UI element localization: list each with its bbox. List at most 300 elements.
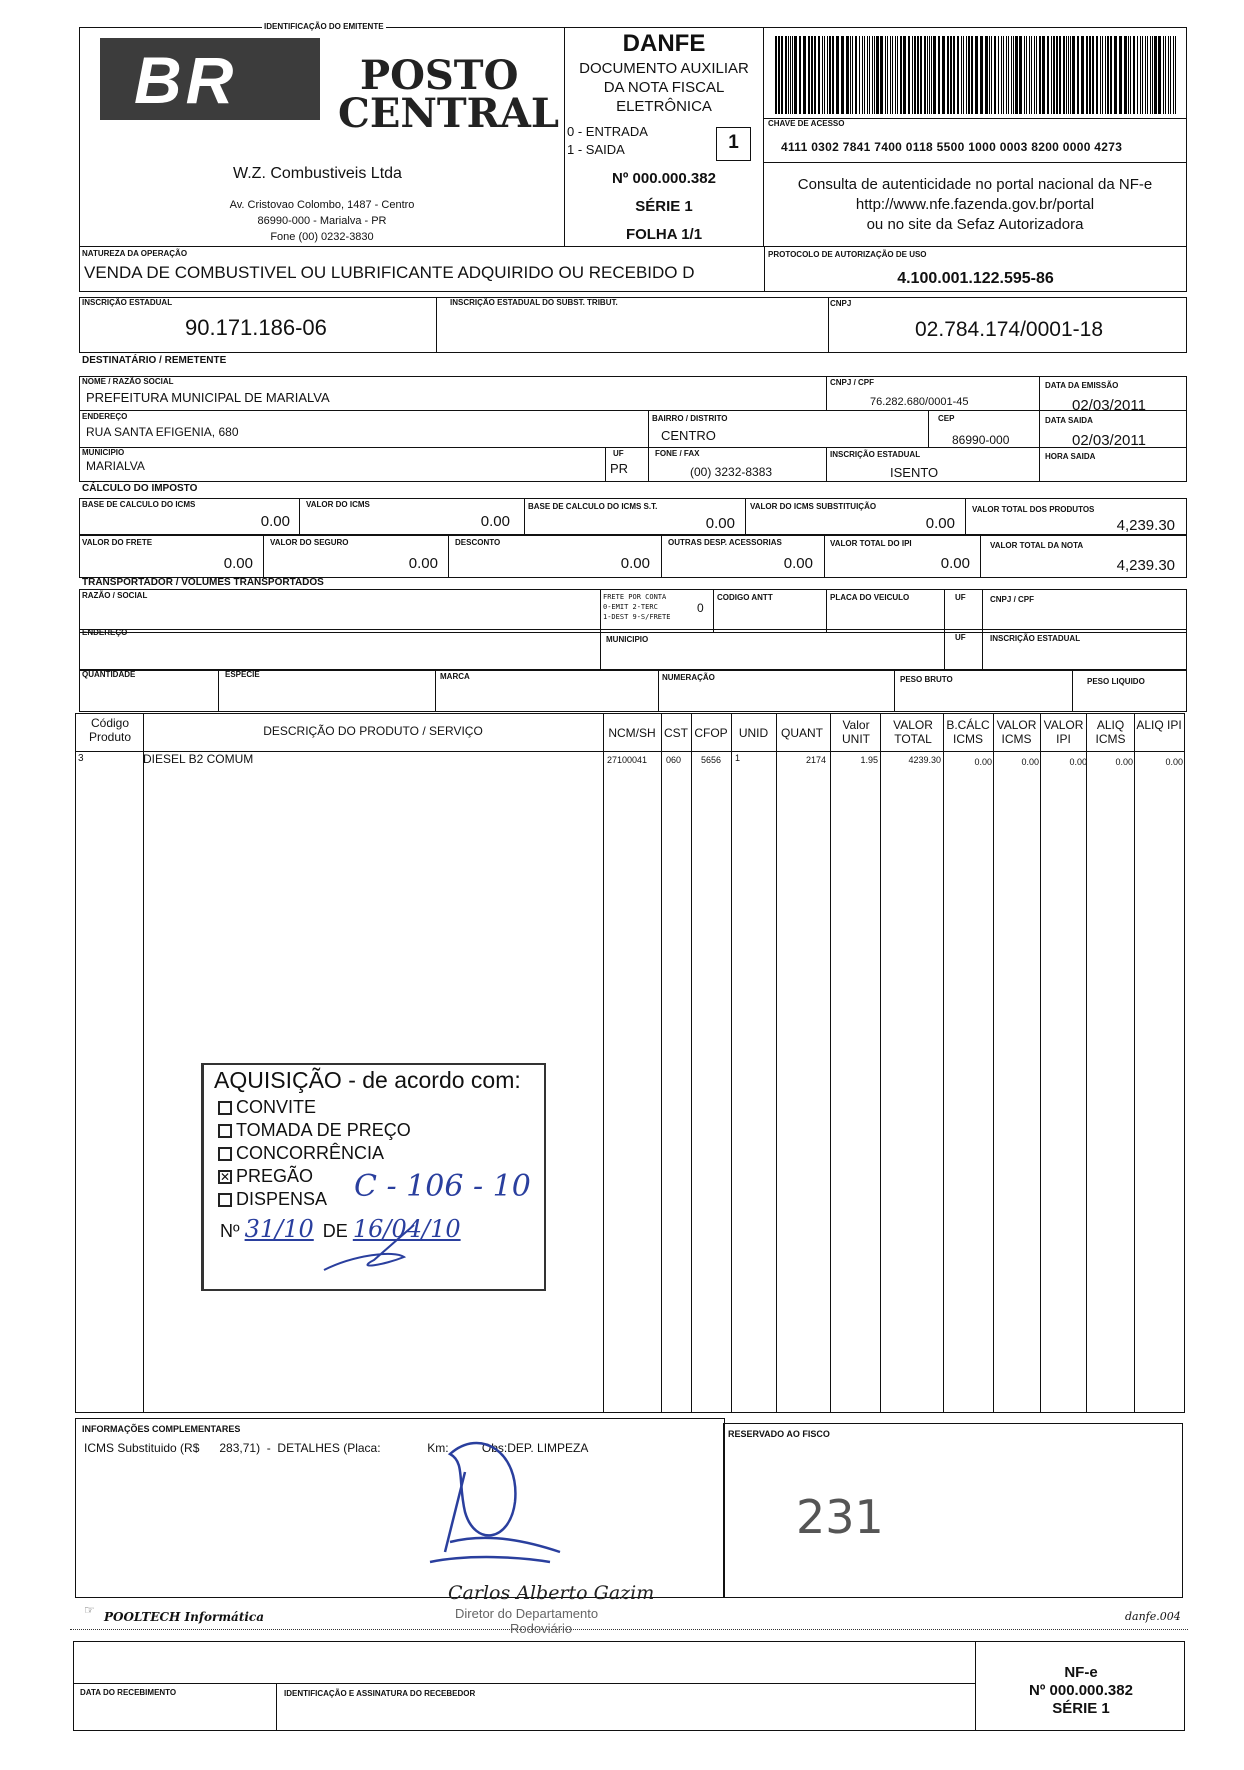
row-aliq-ipi: 0.00 xyxy=(1165,757,1183,767)
table-column-rule xyxy=(943,713,944,1413)
barcode-bar xyxy=(867,36,868,114)
barcode-bar xyxy=(912,36,913,114)
barcode-bar xyxy=(864,36,865,114)
barcode-bar xyxy=(859,36,860,114)
barcode-bar xyxy=(824,36,825,114)
stamp-line2: Rodoviário xyxy=(510,1621,573,1636)
barcode-bar xyxy=(908,36,910,114)
quantidade-label: QUANTIDADE xyxy=(82,670,136,679)
barcode-bar xyxy=(850,36,851,114)
barcode-bar xyxy=(938,36,940,114)
barcode-bar xyxy=(1140,36,1141,114)
canhoto-numero: Nº 000.000.382 xyxy=(1029,1682,1133,1699)
barcode-bar xyxy=(1152,36,1153,114)
barcode-bar xyxy=(994,36,996,114)
barcode-bar xyxy=(1175,36,1176,114)
barcode-bar xyxy=(1053,36,1055,114)
barcode-bar xyxy=(968,36,970,114)
danfe-subtitle3: ELETRÔNICA xyxy=(616,98,712,115)
transp-ie-label: INSCRIÇÃO ESTADUAL xyxy=(990,634,1081,643)
natureza-label: NATUREZA DA OPERAÇÃO xyxy=(82,249,188,258)
total-nota: 4,239.30 xyxy=(1116,557,1175,574)
peso-bruto-label: PESO BRUTO xyxy=(900,675,953,684)
seguro: 0.00 xyxy=(408,555,438,572)
signature-name: Carlos Alberto Gazim xyxy=(448,1582,655,1604)
barcode-bar xyxy=(991,36,992,114)
transp-cnpj-label: CNPJ / CPF xyxy=(990,595,1035,604)
vendor-name: POOLTECH Informática xyxy=(104,1610,265,1624)
info-label: INFORMAÇÕES COMPLEMENTARES xyxy=(82,1424,241,1434)
dest-ie-label: INSCRIÇÃO ESTADUAL xyxy=(830,450,921,459)
barcode-bar xyxy=(1092,36,1094,114)
barcode-bar xyxy=(1029,36,1030,114)
barcode-bar xyxy=(1142,36,1143,114)
dest-nome-label: NOME / RAZÃO SOCIAL xyxy=(82,377,174,386)
valor-icms: 0.00 xyxy=(480,513,510,530)
valor-st-label: VALOR DO ICMS SUBSTITUIÇÃO xyxy=(750,502,877,511)
barcode-bar xyxy=(1173,36,1174,114)
th-valor-icms: VALOR ICMS xyxy=(996,718,1037,746)
canhoto-assinatura-label: IDENTIFICAÇÃO E ASSINATURA DO RECEBEDOR xyxy=(284,1689,476,1698)
barcode-bar xyxy=(855,36,857,114)
dest-municipio-label: MUNICIPIO xyxy=(82,448,125,457)
canhoto-nfe: NF-e xyxy=(1064,1664,1098,1681)
frete-conta-1: FRETE POR CONTA xyxy=(603,593,667,601)
barcode-bar xyxy=(963,36,964,114)
table-column-rule xyxy=(1134,713,1135,1413)
th-cst: CST xyxy=(664,726,688,740)
dest-cep: 86990-000 xyxy=(952,433,1010,447)
canhoto-data-label: DATA DO RECEBIMENTO xyxy=(80,1688,177,1697)
barcode-bar xyxy=(914,36,916,114)
barcode-bar xyxy=(1001,36,1002,114)
barcode-bar xyxy=(788,36,789,114)
dest-endereco: RUA SANTA EFIGENIA, 680 xyxy=(86,425,239,439)
th-ncm: NCM/SH xyxy=(608,726,656,740)
stamp-opt-convite: CONVITE xyxy=(218,1097,316,1118)
barcode-bar xyxy=(903,36,906,114)
barcode-bar xyxy=(1119,36,1122,114)
row-ncm: 27100041 xyxy=(607,755,648,765)
valor-icms-label: VALOR DO ICMS xyxy=(306,500,370,509)
stamp-opt-tomada: TOMADA DE PREÇO xyxy=(218,1120,411,1141)
dest-hora-label: HORA SAIDA xyxy=(1045,452,1096,461)
barcode-bar xyxy=(1011,36,1012,114)
barcode-bar xyxy=(998,36,999,114)
table-column-rule xyxy=(776,713,777,1413)
barcode-bar xyxy=(1024,36,1025,114)
emitente-phone: Fone (00) 0232-3830 xyxy=(270,231,374,243)
barcode-bar xyxy=(818,36,820,114)
row-valor-unit: 1.95 xyxy=(860,755,878,765)
barcode-bar xyxy=(1072,36,1075,114)
barcode-bar xyxy=(1170,36,1171,114)
table-column-rule xyxy=(731,713,732,1413)
consulta-line1: Consulta de autenticidade no portal nacional da NF-e xyxy=(797,176,1153,193)
barcode-bar xyxy=(1077,36,1079,114)
barcode-bar xyxy=(880,36,883,114)
barcode-bar xyxy=(1059,36,1061,114)
barcode-bar xyxy=(1154,36,1157,114)
table-column-rule xyxy=(830,713,831,1413)
marca-label: MARCA xyxy=(440,672,470,681)
th-bcalc-icms: B.CÁLC ICMS xyxy=(946,718,990,746)
dest-uf: PR xyxy=(610,461,629,476)
protocolo-value: 4.100.001.122.595-86 xyxy=(897,270,1054,287)
ie-st-label: INSCRIÇÃO ESTADUAL DO SUBST. TRIBUT. xyxy=(450,298,618,307)
dest-cep-label: CEP xyxy=(938,414,955,423)
barcode-bar xyxy=(1042,36,1045,114)
fisco-label: RESERVADO AO FISCO xyxy=(728,1429,830,1439)
barcode-bar xyxy=(1068,36,1069,114)
danfe-title: DANFE xyxy=(622,30,706,57)
total-nota-label: VALOR TOTAL DA NOTA xyxy=(990,541,1084,550)
consulta-line3: ou no site da Sefaz Autorizadora xyxy=(866,216,1084,233)
ie-value: 90.171.186-06 xyxy=(185,315,327,340)
row-codigo: 3 xyxy=(78,753,84,764)
cnpj-value: 02.784.174/0001-18 xyxy=(915,318,1104,341)
row-bcalc-icms: 0.00 xyxy=(974,757,992,767)
vendor-icon: ☞ xyxy=(84,1603,95,1617)
barcode-bar xyxy=(832,36,834,114)
frete-conta-3: 1-DEST 9-S/FRETE xyxy=(603,613,671,621)
especie-label: ESPECIE xyxy=(225,670,260,679)
destinatario-section: DESTINATÁRIO / REMETENTE xyxy=(82,355,227,366)
stamp-opt-pregao: ✕ PREGÃO xyxy=(220,1166,314,1186)
barcode-bar xyxy=(778,36,780,114)
br-logo-mark: BR xyxy=(134,43,238,117)
chave-value: 4111 0302 7841 7400 0118 5500 1000 0003 8200 0000 4273 xyxy=(781,140,1123,154)
th-unid: UNID xyxy=(738,726,769,740)
stamp-line1: Diretor do Departamento xyxy=(455,1606,599,1621)
table-column-rule xyxy=(143,713,144,1413)
outras-label: OUTRAS DESP. ACESSORIAS xyxy=(668,538,782,547)
frete-conta-2: 0-EMIT 2-TERC xyxy=(603,603,658,611)
checkbox-tomada xyxy=(218,1124,232,1138)
barcode-bar xyxy=(811,36,813,114)
barcode-bar xyxy=(961,36,962,114)
barcode-bar xyxy=(971,36,973,114)
table-column-rule xyxy=(661,713,662,1413)
dest-uf-label: UF xyxy=(613,449,624,458)
barcode-bar xyxy=(799,36,801,114)
danfe-tipo: 1 xyxy=(728,132,739,153)
barcode-bar xyxy=(1102,36,1103,114)
barcode-bar xyxy=(862,36,863,114)
barcode-bar xyxy=(933,36,936,114)
th-valor-unit: Valor UNIT xyxy=(842,718,870,746)
seguro-label: VALOR DO SEGURO xyxy=(270,538,349,547)
barcode-bar xyxy=(872,36,873,114)
row-aliq-icms: 0.00 xyxy=(1115,757,1133,767)
barcode-bar xyxy=(1034,36,1035,114)
barcode-bar xyxy=(1006,36,1007,114)
ipi: 0.00 xyxy=(940,555,970,572)
dest-bairro: CENTRO xyxy=(661,428,716,443)
form-code: danfe.004 xyxy=(1125,1610,1181,1623)
th-aliq-icms: ALIQ ICMS xyxy=(1095,718,1126,746)
barcode-bar xyxy=(1158,36,1161,114)
checkbox-pregao-checked: ✕ xyxy=(220,1170,231,1185)
dest-fone: (00) 3232-8383 xyxy=(690,465,773,479)
barcode-bar xyxy=(1039,36,1041,114)
barcode-bar xyxy=(1137,36,1138,114)
canhoto-serie: SÉRIE 1 xyxy=(1052,1700,1110,1717)
dest-municipio: MARIALVA xyxy=(86,459,145,473)
barcode-bar xyxy=(917,36,919,114)
frete: 0.00 xyxy=(223,555,253,572)
dest-endereco-label: ENDEREÇO xyxy=(82,412,128,421)
stamp-date: 16/04/10 xyxy=(352,1215,461,1243)
table-column-rule xyxy=(880,713,881,1413)
dest-bairro-label: BAIRRO / DISTRITO xyxy=(652,414,728,423)
barcode-bar xyxy=(1031,36,1032,114)
barcode-bar xyxy=(895,36,896,114)
barcode-bar xyxy=(1124,36,1127,114)
frete-label: VALOR DO FRETE xyxy=(82,538,153,547)
barcode-bar xyxy=(822,36,823,114)
barcode-bar xyxy=(1081,36,1084,114)
barcode-bar xyxy=(1051,36,1052,114)
table-column-rule xyxy=(691,713,692,1413)
dest-cnpj-label: CNPJ / CPF xyxy=(830,378,875,387)
natureza-value: VENDA DE COMBUSTIVEL OU LUBRIFICANTE ADQUIRIDO OU RECEBIDO D xyxy=(84,263,695,282)
barcode-bar xyxy=(942,36,945,114)
stamp-handwritten-ref: C - 106 - 10 xyxy=(354,1169,531,1204)
barcode-bar xyxy=(897,36,898,114)
barcode-bar xyxy=(1070,36,1071,114)
barcode-bar xyxy=(887,36,888,114)
table-column-rule xyxy=(1086,713,1087,1413)
checkbox-convite xyxy=(218,1101,232,1115)
handwritten-signature xyxy=(410,1432,570,1582)
barcode-bar xyxy=(920,36,922,114)
dest-nome: PREFEITURA MUNICIPAL DE MARIALVA xyxy=(86,390,330,405)
row-unid: 1 xyxy=(735,753,741,763)
barcode-bar xyxy=(814,36,816,114)
protocolo-label: PROTOCOLO DE AUTORIZAÇÃO DE USO xyxy=(768,250,927,259)
antt-label: CODIGO ANTT xyxy=(717,593,773,602)
th-codigo: Código Produto xyxy=(88,716,132,744)
barcode-bar xyxy=(869,36,870,114)
barcode-bar xyxy=(985,36,988,114)
info-line: ICMS Substituido (R$ 283,71) - DETALHES (Placa: Km: Obs:DEP. LIMPEZA xyxy=(84,1441,589,1455)
barcode-bar xyxy=(892,36,893,114)
barcode-bar xyxy=(1114,36,1117,114)
barcode-bar xyxy=(803,36,806,114)
barcode-bar xyxy=(785,36,787,114)
barcode-bar xyxy=(950,36,952,114)
barcode-bar xyxy=(1066,36,1067,114)
barcode-bar xyxy=(852,36,853,114)
barcode-bar xyxy=(1145,36,1146,114)
barcode-bar xyxy=(900,36,902,114)
barcode-bar xyxy=(1047,36,1049,114)
barcode-bar xyxy=(1026,36,1027,114)
total-prod: 4,239.30 xyxy=(1116,517,1175,534)
stamp-number: 31/10 xyxy=(244,1215,314,1243)
chave-label: CHAVE DE ACESSO xyxy=(768,119,845,128)
barcode-bar xyxy=(1013,36,1014,114)
barcode-bar xyxy=(775,36,777,114)
row-cst: 060 xyxy=(666,755,682,765)
table-column-rule xyxy=(993,713,994,1413)
base-icms: 0.00 xyxy=(260,513,290,530)
th-quant: QUANT xyxy=(781,726,823,740)
row-cfop: 5656 xyxy=(701,755,722,765)
base-st-label: BASE DE CALCULO DO ICMS S.T. xyxy=(528,502,658,511)
barcode-bar xyxy=(790,36,791,114)
barcode-bar xyxy=(931,36,932,114)
stamp-opt-concorrencia: CONCORRÊNCIA xyxy=(218,1143,384,1164)
placa-label: PLACA DO VEICULO xyxy=(830,593,910,602)
barcode-bar xyxy=(947,36,949,114)
dest-cnpj: 76.282.680/0001-45 xyxy=(870,396,969,408)
barcode-bar xyxy=(876,36,879,114)
row-valor-total: 4239.30 xyxy=(908,755,941,765)
danfe-entrada: 0 - ENTRADA xyxy=(567,124,648,139)
stamp-number-line: Nº 31/10 DE 16/04/10 xyxy=(220,1215,461,1243)
th-valor-ipi: VALOR IPI xyxy=(1043,718,1084,746)
dest-saida: 02/03/2011 xyxy=(1072,432,1146,449)
row-descricao: DIESEL B2 COMUM xyxy=(143,752,254,766)
stamp-opt-dispensa: DISPENSA xyxy=(218,1189,327,1210)
barcode-bar xyxy=(885,36,886,114)
barcode-bar xyxy=(1168,36,1169,114)
barcode xyxy=(775,36,1177,114)
barcode-bar xyxy=(1147,36,1148,114)
dest-ie: ISENTO xyxy=(890,465,939,480)
barcode-bar xyxy=(1019,36,1022,114)
logo-central: CENTRAL xyxy=(338,90,560,137)
barcode-bar xyxy=(1130,36,1131,114)
table-column-rule xyxy=(1040,713,1041,1413)
barcode-bar xyxy=(1107,36,1109,114)
danfe-numero: Nº 000.000.382 xyxy=(612,170,716,187)
danfe-folha: FOLHA 1/1 xyxy=(625,226,703,243)
barcode-bar xyxy=(808,36,810,114)
dest-fone-label: FONE / FAX xyxy=(655,449,700,458)
transp-uf2-label: UF xyxy=(955,633,966,642)
barcode-bar xyxy=(874,36,875,114)
barcode-bar xyxy=(841,36,844,114)
desconto-label: DESCONTO xyxy=(455,538,501,547)
barcode-bar xyxy=(1128,36,1129,114)
razao-label: RAZÃO / SOCIAL xyxy=(82,591,148,600)
barcode-bar xyxy=(1096,36,1098,114)
barcode-bar xyxy=(957,36,959,114)
ie-label: INSCRIÇÃO ESTADUAL xyxy=(82,298,173,307)
danfe-subtitle1: DOCUMENTO AUXILIAR xyxy=(579,60,749,77)
barcode-bar xyxy=(1063,36,1065,114)
peso-liquido-label: PESO LIQUIDO xyxy=(1087,677,1145,686)
emitente-address1: Av. Cristovao Colombo, 1487 - Centro xyxy=(229,199,415,211)
stamp-title: AQUISIÇÃO - de acordo com: xyxy=(214,1067,521,1093)
stamp-scribble xyxy=(314,1215,434,1285)
barcode-bar xyxy=(1105,36,1106,114)
numeracao-label: NUMERAÇÃO xyxy=(662,673,715,682)
th-cfop: CFOP xyxy=(694,726,728,740)
emitente-label: IDENTIFICAÇÃO DO EMITENTE xyxy=(264,22,384,31)
checkbox-concorrencia xyxy=(218,1147,232,1161)
valor-st: 0.00 xyxy=(925,515,955,532)
emitente-name: W.Z. Combustiveis Ltda xyxy=(233,165,402,182)
checkbox-dispensa xyxy=(218,1193,232,1207)
danfe-subtitle2: DA NOTA FISCAL xyxy=(603,79,725,96)
transp-endereco-label: ENDEREÇO xyxy=(82,628,128,637)
th-valor-total: VALOR TOTAL xyxy=(893,718,933,746)
barcode-bar xyxy=(975,36,978,114)
row-valor-icms: 0.00 xyxy=(1021,757,1039,767)
barcode-bar xyxy=(1100,36,1101,114)
barcode-bar xyxy=(927,36,928,114)
consulta-line2: http://www.nfe.fazenda.gov.br/portal xyxy=(855,196,1095,213)
logo-posto: POSTO xyxy=(360,52,519,99)
barcode-bar xyxy=(980,36,983,114)
transportador-section: TRANSPORTADOR / VOLUMES TRANSPORTADOS xyxy=(82,577,324,588)
outras: 0.00 xyxy=(783,555,813,572)
table-column-rule xyxy=(603,713,604,1413)
barcode-bar xyxy=(1163,36,1164,114)
imposto-section: CÁLCULO DO IMPOSTO xyxy=(82,483,198,494)
br-logo xyxy=(100,38,320,120)
barcode-bar xyxy=(829,36,831,114)
barcode-bar xyxy=(966,36,967,114)
barcode-bar xyxy=(1133,36,1135,114)
danfe-serie: SÉRIE 1 xyxy=(635,198,693,215)
th-aliq-ipi: ALIQ IPI xyxy=(1136,718,1182,732)
row-quant: 2174 xyxy=(805,755,826,765)
cnpj-label: CNPJ xyxy=(830,299,852,308)
fisco-box xyxy=(723,1423,1183,1598)
danfe-saida: 1 - SAIDA xyxy=(567,142,625,157)
barcode-bar xyxy=(1089,36,1091,114)
barcode-bar xyxy=(953,36,955,114)
barcode-bar xyxy=(1165,36,1166,114)
dest-emissao: 02/03/2011 xyxy=(1072,397,1146,414)
transp-municipio-label: MUNICIPIO xyxy=(606,635,649,644)
barcode-bar xyxy=(1015,36,1018,114)
desconto: 0.00 xyxy=(620,555,650,572)
frete-conta-value: 0 xyxy=(697,601,704,615)
barcode-bar xyxy=(1056,36,1058,114)
barcode-bar xyxy=(890,36,891,114)
barcode-bar xyxy=(929,36,930,114)
barcode-bar xyxy=(792,36,793,114)
barcode-bar xyxy=(924,36,926,114)
barcode-bar xyxy=(827,36,828,114)
dest-saida-label: DATA SAIDA xyxy=(1045,416,1093,425)
emitente-address2: 86990-000 - Marialva - PR xyxy=(257,215,387,227)
total-prod-label: VALOR TOTAL DOS PRODUTOS xyxy=(972,505,1095,514)
th-descricao: DESCRIÇÃO DO PRODUTO / SERVIÇO xyxy=(263,724,483,738)
barcode-bar xyxy=(1008,36,1009,114)
barcode-bar xyxy=(1150,36,1151,114)
barcode-bar xyxy=(1036,36,1037,114)
barcode-bar xyxy=(781,36,783,114)
barcode-bar xyxy=(989,36,990,114)
barcode-bar xyxy=(836,36,839,114)
ipi-label: VALOR TOTAL DO IPI xyxy=(830,539,912,548)
row-valor-ipi: 0.00 xyxy=(1069,757,1087,767)
base-icms-label: BASE DE CALCULO DO ICMS xyxy=(82,500,196,509)
transp-uf-label: UF xyxy=(955,593,966,602)
barcode-bar xyxy=(1110,36,1112,114)
dest-emissao-label: DATA DA EMISSÃO xyxy=(1045,381,1119,390)
base-st: 0.00 xyxy=(705,515,735,532)
barcode-bar xyxy=(1086,36,1088,114)
barcode-bar xyxy=(846,36,849,114)
